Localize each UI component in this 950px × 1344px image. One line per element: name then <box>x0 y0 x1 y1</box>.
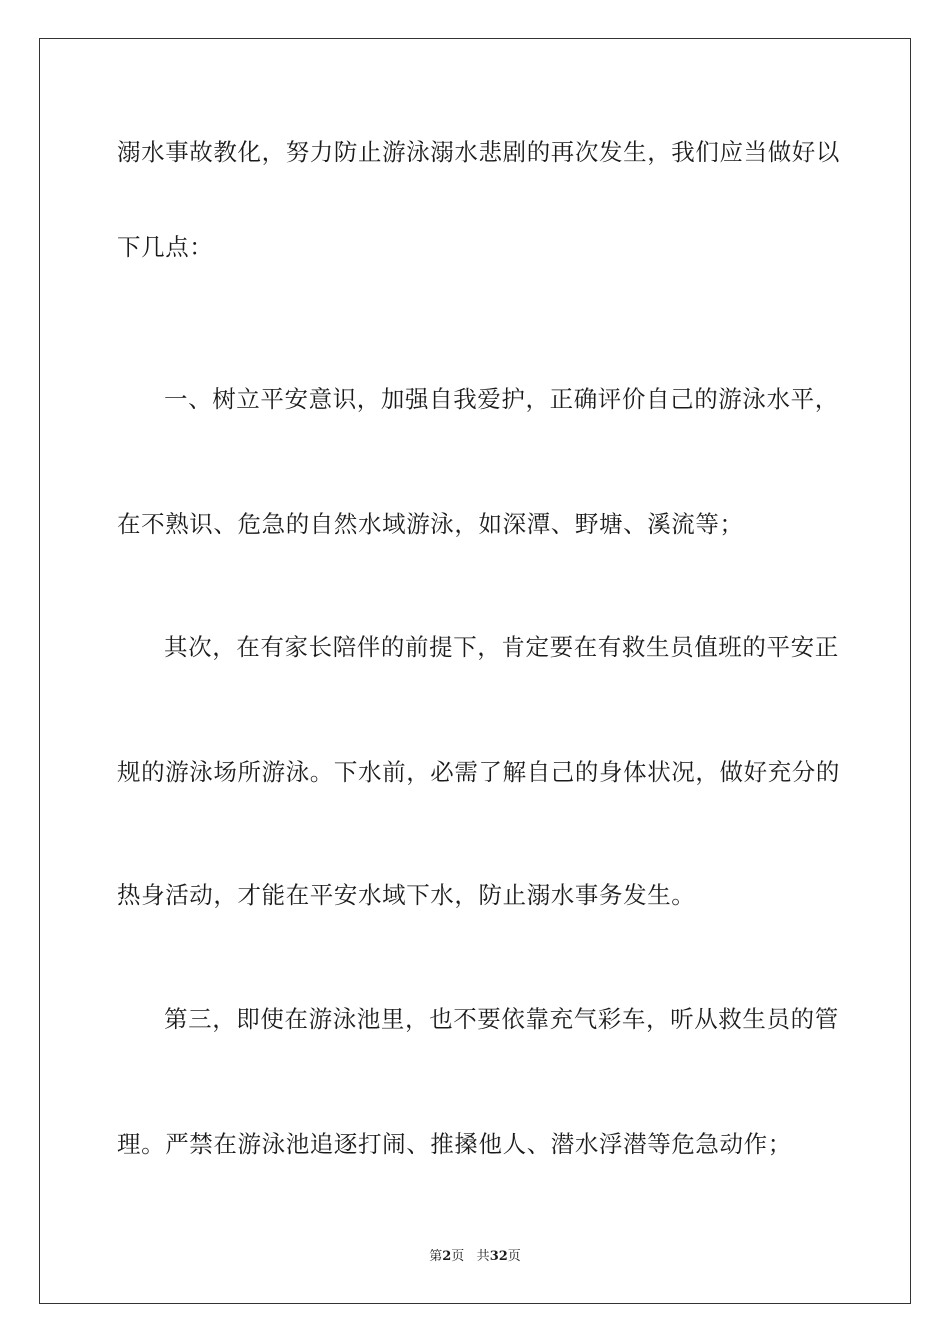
page-frame <box>39 38 911 1304</box>
paragraph-line-1: 溺水事故教化，努力防止游泳溺水悲剧的再次发生，我们应当做好以 <box>117 138 840 166</box>
paragraph-line-8: 第三，即使在游泳池里，也不要依靠充气彩车，听从救生员的管 <box>164 1005 839 1033</box>
paragraph-line-2: 下几点： <box>117 233 214 261</box>
paragraph-line-5: 其次，在有家长陪伴的前提下，肯定要在有救生员值班的平安正 <box>164 633 839 661</box>
footer-total-pages: 32 <box>489 1249 508 1264</box>
paragraph-line-9: 理。严禁在游泳池追逐打闹、推搡他人、潜水浮潜等危急动作； <box>117 1130 792 1158</box>
footer-prefix: 第 <box>429 1249 443 1264</box>
paragraph-line-3: 一、树立平安意识，加强自我爱护，正确评价自己的游泳水平， <box>164 385 839 413</box>
footer-page-suffix: 页 <box>451 1249 465 1264</box>
page-footer <box>0 1248 950 1266</box>
footer-total-suffix: 页 <box>507 1249 521 1264</box>
paragraph-line-6: 规的游泳场所游泳。下水前，必需了解自己的身体状况，做好充分的 <box>117 758 840 786</box>
paragraph-line-4: 在不熟识、危急的自然水域游泳，如深潭、野塘、溪流等； <box>117 510 744 538</box>
footer-total-prefix: 共 <box>476 1249 490 1264</box>
footer-page-number: 2 <box>442 1249 452 1264</box>
paragraph-line-7: 热身活动，才能在平安水域下水，防止溺水事务发生。 <box>117 881 696 909</box>
